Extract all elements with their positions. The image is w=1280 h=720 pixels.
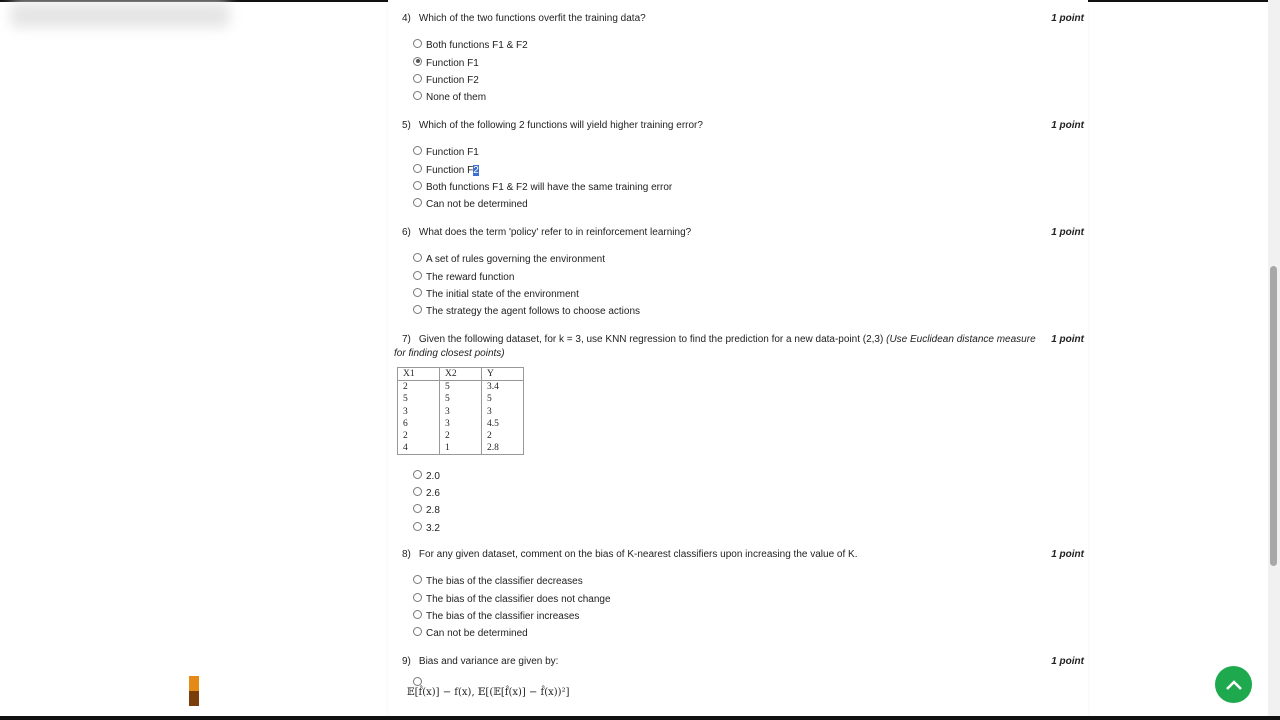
radio-button[interactable] <box>413 146 422 155</box>
question-number: 5) <box>402 120 411 131</box>
table-cell: 5 <box>440 381 482 394</box>
table-row <box>398 430 524 442</box>
points: 1 point <box>1051 13 1084 24</box>
option-label: 2.8 <box>426 505 440 517</box>
selected-text: 2 <box>473 164 479 176</box>
option-label: Function F1 <box>426 57 479 69</box>
points: 1 point <box>1051 549 1084 560</box>
question-text: Which of the following 2 functions will yield higher training error? <box>418 120 703 131</box>
table-cell: 4.5 <box>482 418 524 430</box>
scroll-to-top-button[interactable] <box>1215 666 1252 703</box>
radio-button[interactable] <box>413 74 422 83</box>
option-label: The strategy the agent follows to choose actions <box>426 306 641 318</box>
option-label: 2.6 <box>426 488 440 499</box>
table-cell: 3.4 <box>482 381 524 394</box>
bottom-border <box>0 716 1280 720</box>
orange-marker <box>189 676 199 706</box>
table-cell: 2.8 <box>482 442 524 455</box>
option-label: Function F2 <box>426 74 479 86</box>
option[interactable] <box>413 485 1084 502</box>
question-text: For any given dataset, comment on the bias of K-nearest classifiers upon increasing the value of K. <box>418 549 858 560</box>
question-4 <box>394 12 1084 107</box>
option[interactable] <box>413 89 1084 106</box>
radio-button[interactable] <box>413 91 422 100</box>
option-label: Function F1 <box>426 147 479 159</box>
option[interactable] <box>413 179 1084 196</box>
option[interactable] <box>413 286 1084 303</box>
option[interactable] <box>413 590 1084 607</box>
dataset-table <box>397 367 524 455</box>
option[interactable] <box>413 196 1084 213</box>
table-row <box>398 393 524 405</box>
question-5 <box>394 119 1084 214</box>
option-label: Function F <box>426 164 474 176</box>
radio-button[interactable] <box>413 288 422 297</box>
table-cell: 6 <box>398 418 440 430</box>
radio-button[interactable] <box>413 627 422 636</box>
option[interactable] <box>413 573 1084 590</box>
option-label: The bias of the classifier increases <box>426 610 580 622</box>
scrollbar[interactable] <box>1268 0 1280 716</box>
question-number: 8) <box>402 549 411 560</box>
question-text: Which of the two functions overfit the training data? <box>418 13 646 24</box>
table-cell: 2 <box>398 381 440 394</box>
question-number: 7) <box>402 334 411 345</box>
column-header: X2 <box>440 368 482 381</box>
quiz-content <box>388 0 1088 716</box>
option-label: The reward function <box>426 271 515 283</box>
table-cell: 3 <box>398 406 440 418</box>
points: 1 point <box>1051 120 1084 131</box>
radio-button[interactable] <box>413 504 422 513</box>
radio-button[interactable] <box>413 610 422 619</box>
option-label: None of them <box>426 92 487 104</box>
table-cell: 3 <box>440 418 482 430</box>
radio-button[interactable] <box>413 522 422 531</box>
option[interactable] <box>413 303 1084 320</box>
question-text: Given the following dataset, for k = 3, use KNN regression to find the prediction for a new data-point (2,3) <box>418 334 884 345</box>
question-8 <box>394 548 1084 643</box>
question-number: 9) <box>402 656 411 667</box>
table-cell: 5 <box>482 393 524 405</box>
radio-button[interactable] <box>413 198 422 207</box>
option[interactable] <box>413 251 1084 268</box>
option[interactable] <box>413 502 1084 519</box>
option[interactable] <box>413 268 1084 285</box>
radio-button[interactable] <box>413 181 422 190</box>
table-cell: 2 <box>482 430 524 442</box>
option-formula: 𝔼[f̂(x)] − f(x), 𝔼[(𝔼[f̂(x)] − f̂(x))²] <box>407 687 570 698</box>
option-label: Both functions F1 & F2 will have the same training error <box>426 181 673 193</box>
option-label: Both functions F1 & F2 <box>426 40 528 52</box>
question-hint: (Use Euclidean distance measure for finding closest points) <box>394 334 1036 359</box>
radio-button[interactable] <box>413 39 422 48</box>
option-label: A set of rules governing the environment <box>426 254 605 266</box>
table-cell: 5 <box>440 393 482 405</box>
option[interactable] <box>413 520 1084 537</box>
points: 1 point <box>1051 334 1084 345</box>
table-cell: 2 <box>440 430 482 442</box>
radio-button[interactable] <box>413 593 422 602</box>
option[interactable] <box>413 608 1084 625</box>
radio-button[interactable] <box>413 253 422 262</box>
option-label: 2.0 <box>426 470 440 482</box>
radio-button[interactable] <box>413 164 422 173</box>
question-6 <box>394 226 1084 321</box>
option[interactable] <box>413 161 1084 178</box>
option[interactable] <box>413 625 1084 642</box>
question-number: 4) <box>402 13 411 24</box>
table-cell: 4 <box>398 442 440 455</box>
blurred-header <box>10 2 230 28</box>
option[interactable] <box>413 54 1084 71</box>
table-cell: 2 <box>398 430 440 442</box>
option-label: The bias of the classifier decreases <box>426 576 583 588</box>
question-number: 6) <box>402 227 411 238</box>
option-label: 3.2 <box>426 522 440 534</box>
scrollbar-thumb[interactable] <box>1270 266 1277 566</box>
column-header: Y <box>482 368 524 381</box>
chevron-up-icon <box>1225 679 1243 691</box>
option[interactable] <box>413 72 1084 89</box>
table-cell: 1 <box>440 442 482 455</box>
column-header: X1 <box>398 368 440 381</box>
radio-button-selected[interactable] <box>413 57 422 66</box>
question-text: What does the term 'policy' refer to in reinforcement learning? <box>418 227 692 238</box>
option-label: Can not be determined <box>426 628 528 640</box>
table-row <box>398 442 524 455</box>
points: 1 point <box>1051 656 1084 667</box>
radio-button[interactable] <box>413 575 422 584</box>
option-label: The initial state of the environment <box>426 288 579 300</box>
table-cell: 3 <box>440 406 482 418</box>
radio-button[interactable] <box>413 470 422 479</box>
option[interactable] <box>413 467 1084 484</box>
radio-button[interactable] <box>413 677 422 686</box>
table-row <box>398 406 524 418</box>
option[interactable] <box>413 37 1084 54</box>
radio-button[interactable] <box>413 271 422 280</box>
table-row <box>398 381 524 394</box>
option[interactable] <box>413 144 1084 161</box>
option-label: The bias of the classifier does not change <box>426 593 611 605</box>
table-cell: 3 <box>482 406 524 418</box>
option-label: Can not be determined <box>426 199 528 211</box>
table-row <box>398 418 524 430</box>
question-text: Bias and variance are given by: <box>418 656 559 667</box>
question-7 <box>394 333 1084 537</box>
question-9 <box>394 655 1084 698</box>
table-cell: 5 <box>398 393 440 405</box>
radio-button[interactable] <box>413 487 422 496</box>
radio-button[interactable] <box>413 305 422 314</box>
points: 1 point <box>1051 227 1084 238</box>
